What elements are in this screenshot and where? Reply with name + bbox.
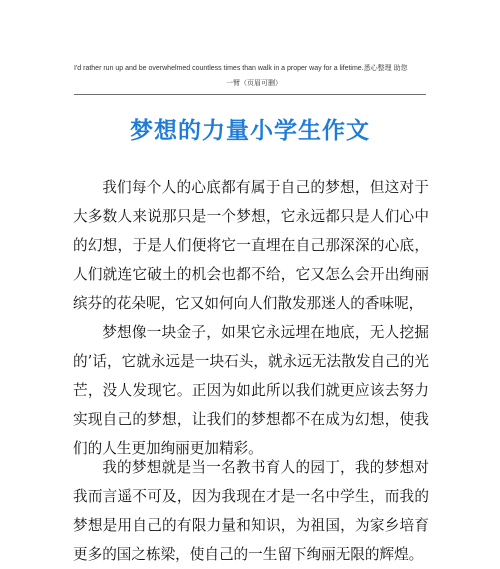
paragraph-2: 梦想像一块金子，如果它永远埋在地底，无人挖掘的’话，它就永远是一块石头，就永远无法散发自己的光芒，没人发现它。正因为如此所以我们就更应该去努力实现自己的梦想，让我们的梦想都不在成为幻想，使我们的人生更加绚丽更加精彩。 bbox=[73, 324, 429, 457]
page-header bbox=[74, 61, 434, 91]
paragraph-3: 我的梦想就是当一名教书育人的园丁，我的梦想对我而言遥不可及，因为我现在才是一名中学生，而我的梦想是用自己的有限力量和知识，为祖国，为家乡培育更多的国之栋梁，使自己的一生留下绚丽无限的辉煌。 bbox=[73, 459, 429, 563]
header-divider bbox=[74, 94, 426, 95]
document-title: 梦想的力量小学生作文 bbox=[130, 118, 370, 144]
paragraph-1: 我们每个人的心底都有属于自己的梦想，但这对于大多数人来说那只是一个梦想，它永远都只是人们心中的幻想，于是人们便将它一直埋在自己那深深的心底，人们就连它破土的机会也都不给，它又怎么会开出绚丽缤芬的花朵呢，它又如何向人们散发那迷人的香味呢， bbox=[73, 179, 429, 312]
header-line-2: 一臂（页眉可删） bbox=[226, 80, 282, 87]
header-line-1: I'd rather run up and be overwhelmed countless times than walk in a proper way for a lifetime.悉心整理 助您 bbox=[74, 65, 408, 72]
